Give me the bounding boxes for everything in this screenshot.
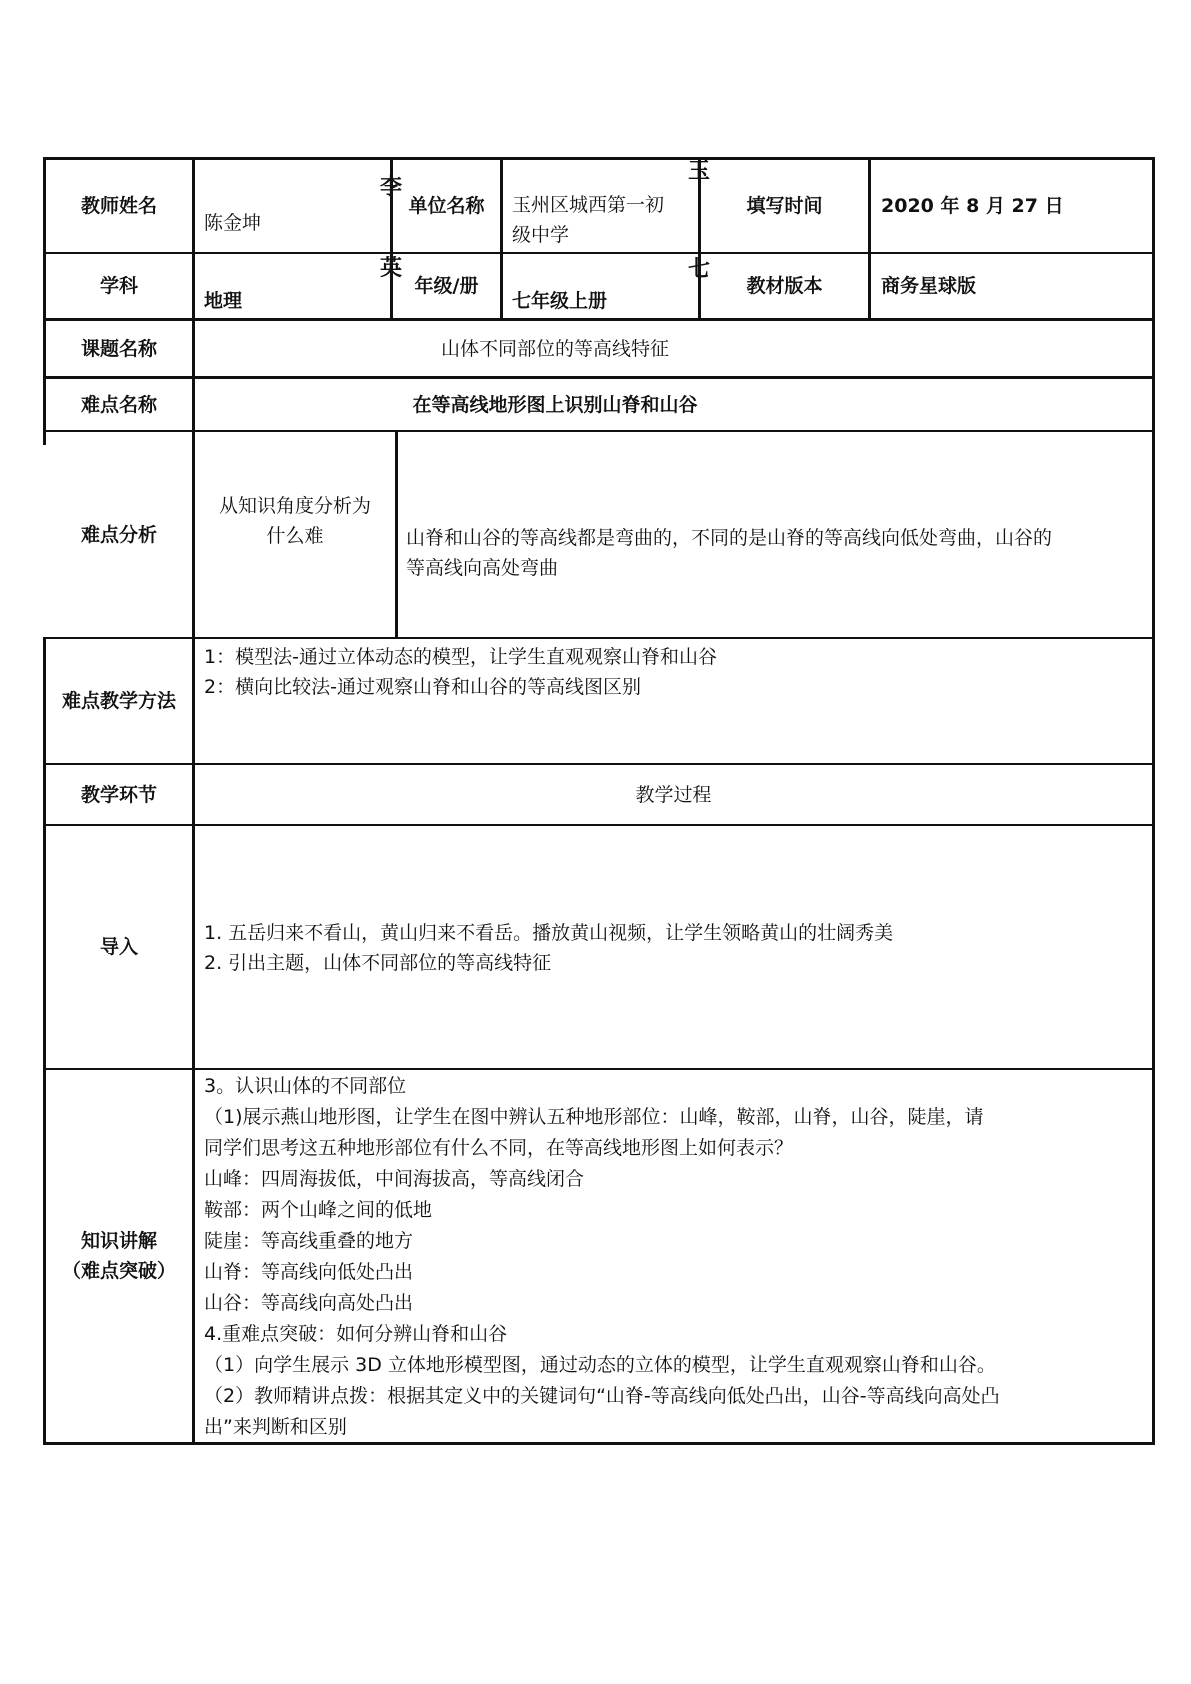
difficulty-value: 在等高线地形图上识别山脊和山谷	[412, 393, 698, 416]
unit-label: 单位名称	[408, 195, 485, 217]
intro-line: 1. 五岳归来不看山，黄山归来不看岳。播放黄山视频，让学生领略黄山的壮阔秀美	[204, 922, 894, 944]
stray-character: 玉	[688, 159, 711, 184]
table-top-border	[43, 157, 1155, 160]
knowledge-label-line: 知识讲解	[80, 1230, 157, 1252]
knowledge-line: 4.重难点突破：如何分辨山脊和山谷	[204, 1323, 508, 1345]
difficulty-label: 难点名称	[80, 393, 157, 416]
unit-name	[512, 190, 698, 252]
analysis-sub-label-line: 什么难	[266, 524, 324, 547]
row-divider	[43, 637, 1155, 639]
teacher-label: 教师姓名	[80, 195, 157, 217]
analysis-sub-label-line: 从知识角度分析为	[218, 494, 371, 517]
topic-label: 课题名称	[80, 337, 157, 360]
analysis-content-line: 等高线向高处弯曲	[406, 557, 559, 579]
subject-label: 学科	[99, 275, 138, 297]
methods-content	[204, 642, 1149, 706]
grade-value: 七年级上册	[512, 290, 608, 312]
analysis-content-line: 山脊和山谷的等高线都是弯曲的，不同的是山脊的等高线向低处弯曲，山谷的	[406, 527, 1053, 549]
header-column-divider	[500, 157, 503, 319]
knowledge-line: 3。认识山体的不同部位	[204, 1075, 407, 1097]
knowledge-line: 山谷：等高线向高处凸出	[204, 1292, 414, 1314]
subject-value: 地理	[204, 290, 243, 312]
knowledge-label-line: （难点突破）	[61, 1260, 176, 1282]
topic-value: 山体不同部位的等高线特征	[440, 337, 669, 360]
teacher-name: 陈金坤	[204, 212, 262, 234]
intro-label: 导入	[99, 936, 138, 958]
analysis-column-divider	[395, 430, 398, 639]
stray-character: 英	[380, 256, 403, 281]
row-divider	[43, 252, 1155, 254]
row-divider	[43, 824, 1155, 826]
knowledge-line: 出”来判断和区别	[204, 1416, 347, 1438]
date-value: 2020 年 8 月 27 日	[881, 195, 1064, 217]
stray-character: 七	[688, 257, 711, 282]
textbook-label: 教材版本	[746, 275, 823, 297]
row-divider	[43, 1068, 1155, 1070]
knowledge-line: （1)展示燕山地形图，让学生在图中辨认五种地形部位：山峰，鞍部，山脊，山谷，陡崖，请	[204, 1106, 984, 1128]
intro-content	[204, 918, 1149, 982]
unit-name-line: 级中学	[512, 224, 570, 246]
knowledge-line: （2）教师精讲点拨：根据其定义中的关键词句“山脊-等高线向低处凸出，山谷-等高线向高处凸	[204, 1385, 1000, 1407]
knowledge-line: 陡崖：等高线重叠的地方	[204, 1230, 414, 1252]
knowledge-line: 同学们思考这五种地形部位有什么不同，在等高线地形图上如何表示？	[204, 1137, 794, 1159]
knowledge-line: 山峰：四周海拔低，中间海拔高，等高线闭合	[204, 1168, 585, 1190]
knowledge-line: （1）向学生展示 3D 立体地形模型图，通过动态的立体的模型，让学生直观观察山脊和山谷。	[204, 1354, 996, 1376]
analysis-sub-label	[195, 432, 395, 637]
unit-name-line: 玉州区城西第一初	[512, 194, 665, 216]
analysis-content	[406, 523, 1151, 587]
date-label: 填写时间	[746, 195, 823, 217]
knowledge-label	[46, 1070, 192, 1442]
knowledge-line: 山脊：等高线向低处凸出	[204, 1261, 414, 1283]
methods-label: 难点教学方法	[61, 690, 176, 712]
process-header-label: 教学环节	[80, 783, 157, 806]
stray-character: 李	[380, 175, 403, 200]
methods-line: 2：横向比较法-通过观察山脊和山谷的等高线图区别	[204, 676, 641, 698]
textbook-value: 商务星球版	[881, 275, 977, 297]
knowledge-content	[204, 1071, 1149, 1441]
table-right-border	[1152, 157, 1155, 1445]
header-column-divider	[868, 157, 871, 319]
analysis-label: 难点分析	[80, 523, 157, 546]
intro-line: 2. 引出主题，山体不同部位的等高线特征	[204, 952, 552, 974]
grade-label: 年级/册	[414, 275, 479, 297]
knowledge-line: 鞍部：两个山峰之间的低地	[204, 1199, 433, 1221]
methods-line: 1：模型法-通过立体动态的模型，让学生直观观察山脊和山谷	[204, 646, 717, 668]
process-header-value: 教学过程	[635, 783, 712, 806]
